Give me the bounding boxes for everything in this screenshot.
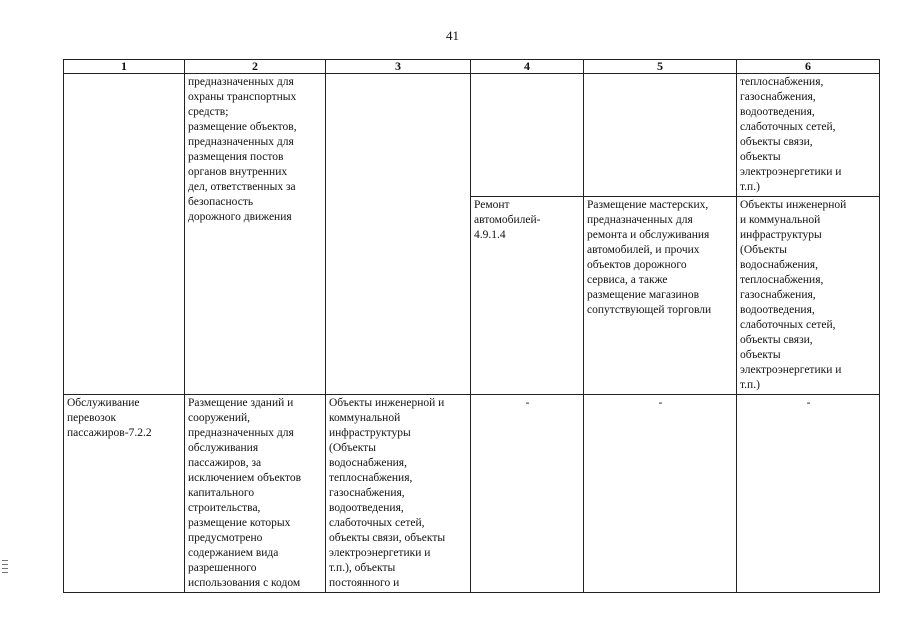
regulations-table xyxy=(63,59,880,593)
table-row xyxy=(64,74,880,197)
row-a-col-4-bottom: Ремонт автомобилей- 4.9.1.4 xyxy=(471,197,584,395)
header-col-1: 1 xyxy=(64,60,185,74)
header-col-5: 5 xyxy=(584,60,737,74)
row-b-col-3: Объекты инженерной и коммунальной инфраструктуры (Объекты водоснабжения, теплоснабжения, газоснабжения, водоотведения, слаботочных сетей, объекты связи, объекты электроэнергетики и т.п.), объекты постоянного и xyxy=(326,395,471,593)
margin-mark xyxy=(2,560,8,561)
row-b-col-5: - xyxy=(584,395,737,593)
margin-mark xyxy=(2,568,8,569)
page-number: 41 xyxy=(446,28,459,43)
header-row xyxy=(64,60,880,74)
header-col-3: 3 xyxy=(326,60,471,74)
margin-mark xyxy=(2,564,8,565)
row-a-col-5-bottom: Размещение мастерских, предназначенных для ремонта и обслуживания автомобилей, и прочих объектов дорожного сервиса, а также размещение магазинов сопутствующей торговли xyxy=(584,197,737,395)
row-a-col-4-top xyxy=(471,74,584,197)
row-a-col-2: предназначенных для охраны транспортных средств; размещение объектов, предназначенных для размещения постов органов внутренних дел, ответственных за безопасность дорожного движения xyxy=(185,74,326,395)
margin-mark xyxy=(2,572,8,573)
row-a-col-5-top xyxy=(584,74,737,197)
row-a-col-6-top: теплоснабжения, газоснабжения, водоотведения, слаботочных сетей, объекты связи, объекты электроэнергетики и т.п.) xyxy=(737,74,880,197)
scan-margin-marks xyxy=(2,560,8,576)
row-a-col-3 xyxy=(326,74,471,395)
row-a-col-6-bottom: Объекты инженерной и коммунальной инфраструктуры (Объекты водоснабжения, теплоснабжения, газоснабжения, водоотведения, слаботочных сетей, объекты связи, объекты электроэнергетики и т.п.) xyxy=(737,197,880,395)
header-col-2: 2 xyxy=(185,60,326,74)
row-b-col-2: Размещение зданий и сооружений, предназначенных для обслуживания пассажиров, за исключением объектов капитального строительства, размещение которых предусмотрено содержанием вида разрешенного использования с кодом xyxy=(185,395,326,593)
row-b-col-1: Обслуживание перевозок пассажиров-7.2.2 xyxy=(64,395,185,593)
row-b-col-4: - xyxy=(471,395,584,593)
header-col-4: 4 xyxy=(471,60,584,74)
row-a-col-1 xyxy=(64,74,185,395)
row-b-col-6: - xyxy=(737,395,880,593)
table-row xyxy=(64,395,880,593)
header-col-6: 6 xyxy=(737,60,880,74)
